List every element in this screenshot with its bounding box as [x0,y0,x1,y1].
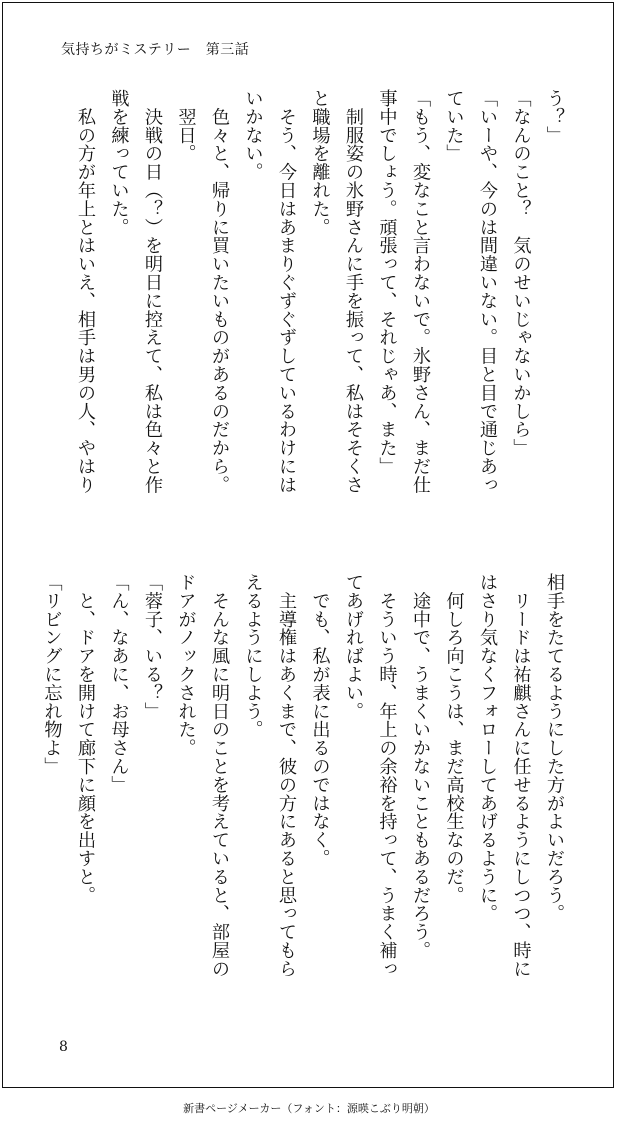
upper-text-column [39,89,571,529]
text-line: 「リビングに忘れ物よ」 [41,573,63,776]
text-line: はさり気なくフォローしてあげるように。 [477,573,498,923]
text-line: ていた」 [443,89,465,163]
text-line: えるようにしよう。 [242,573,264,739]
text-line: てあげればよい。 [343,573,364,721]
text-line: 「いーや、今のは間違いない。目と目で通じあっ [477,89,498,494]
text-line: と、ドアを開けて廊下に顔を出すと。 [75,573,96,905]
text-line: 「蓉子、いる？」 [142,573,163,721]
text-line: 「ん、なあに、お母さん」 [108,573,130,794]
text-line: 制服姿の氷野さんに手を振って、私はそそくさ [343,89,364,494]
footer-credit: 新書ページメーカー（フォント：源暎こぶり明朝） [183,1102,435,1115]
text-line: そういう時、年上の余裕を持って、うまく補っ [376,573,398,978]
text-line: 何しろ向こうは、まだ高校生なのだ。 [443,573,465,905]
text-line: と職場を離れた。 [309,89,331,237]
text-line: 途中で、うまくいかないこともあるだろう。 [410,573,431,960]
text-line: 主導権はあくまで、彼の方にあると思ってもら [276,573,297,978]
text-line: 「もう、変なこと言わないで。氷野さん、まだ仕 [410,89,431,494]
text-line: リードは祐麒さんに任せるようにしつつ、時に [510,573,532,978]
text-line: 決戦の日（？）を明日に控えて、私は色々と作 [142,89,163,494]
text-line: 戦を練っていた。 [108,89,130,237]
text-line: でも、私が表に出るのではなく。 [309,573,331,868]
page-number: 8 [59,1039,68,1055]
page-frame [2,2,614,1088]
text-line: 「なんのこと？ 気のせいじゃないかしら」 [510,89,532,457]
text-line: そう、今日はあまりぐずぐずしているわけには [276,89,297,494]
lower-text-column [39,573,571,997]
text-line: 私の方が年上とはいえ、相手は男の人、やはり [75,89,96,494]
text-line: ドアがノックされた。 [175,573,197,757]
text-line: 翌日。 [175,89,197,163]
running-title: 気持ちがミステリー 第三話 [61,42,250,58]
text-line: そんな風に明日のことを考えていると、部屋の [209,573,230,978]
text-line: 色々と、帰りに買いたいものがあるのだから。 [209,89,230,494]
text-line: 事中でしょう。頑張って、それじゃあ、また」 [376,89,398,476]
text-line: 相手をたてるようにした方がよいだろう。 [544,573,565,923]
text-line: いかない。 [242,89,264,181]
text-line: う？」 [544,89,565,145]
